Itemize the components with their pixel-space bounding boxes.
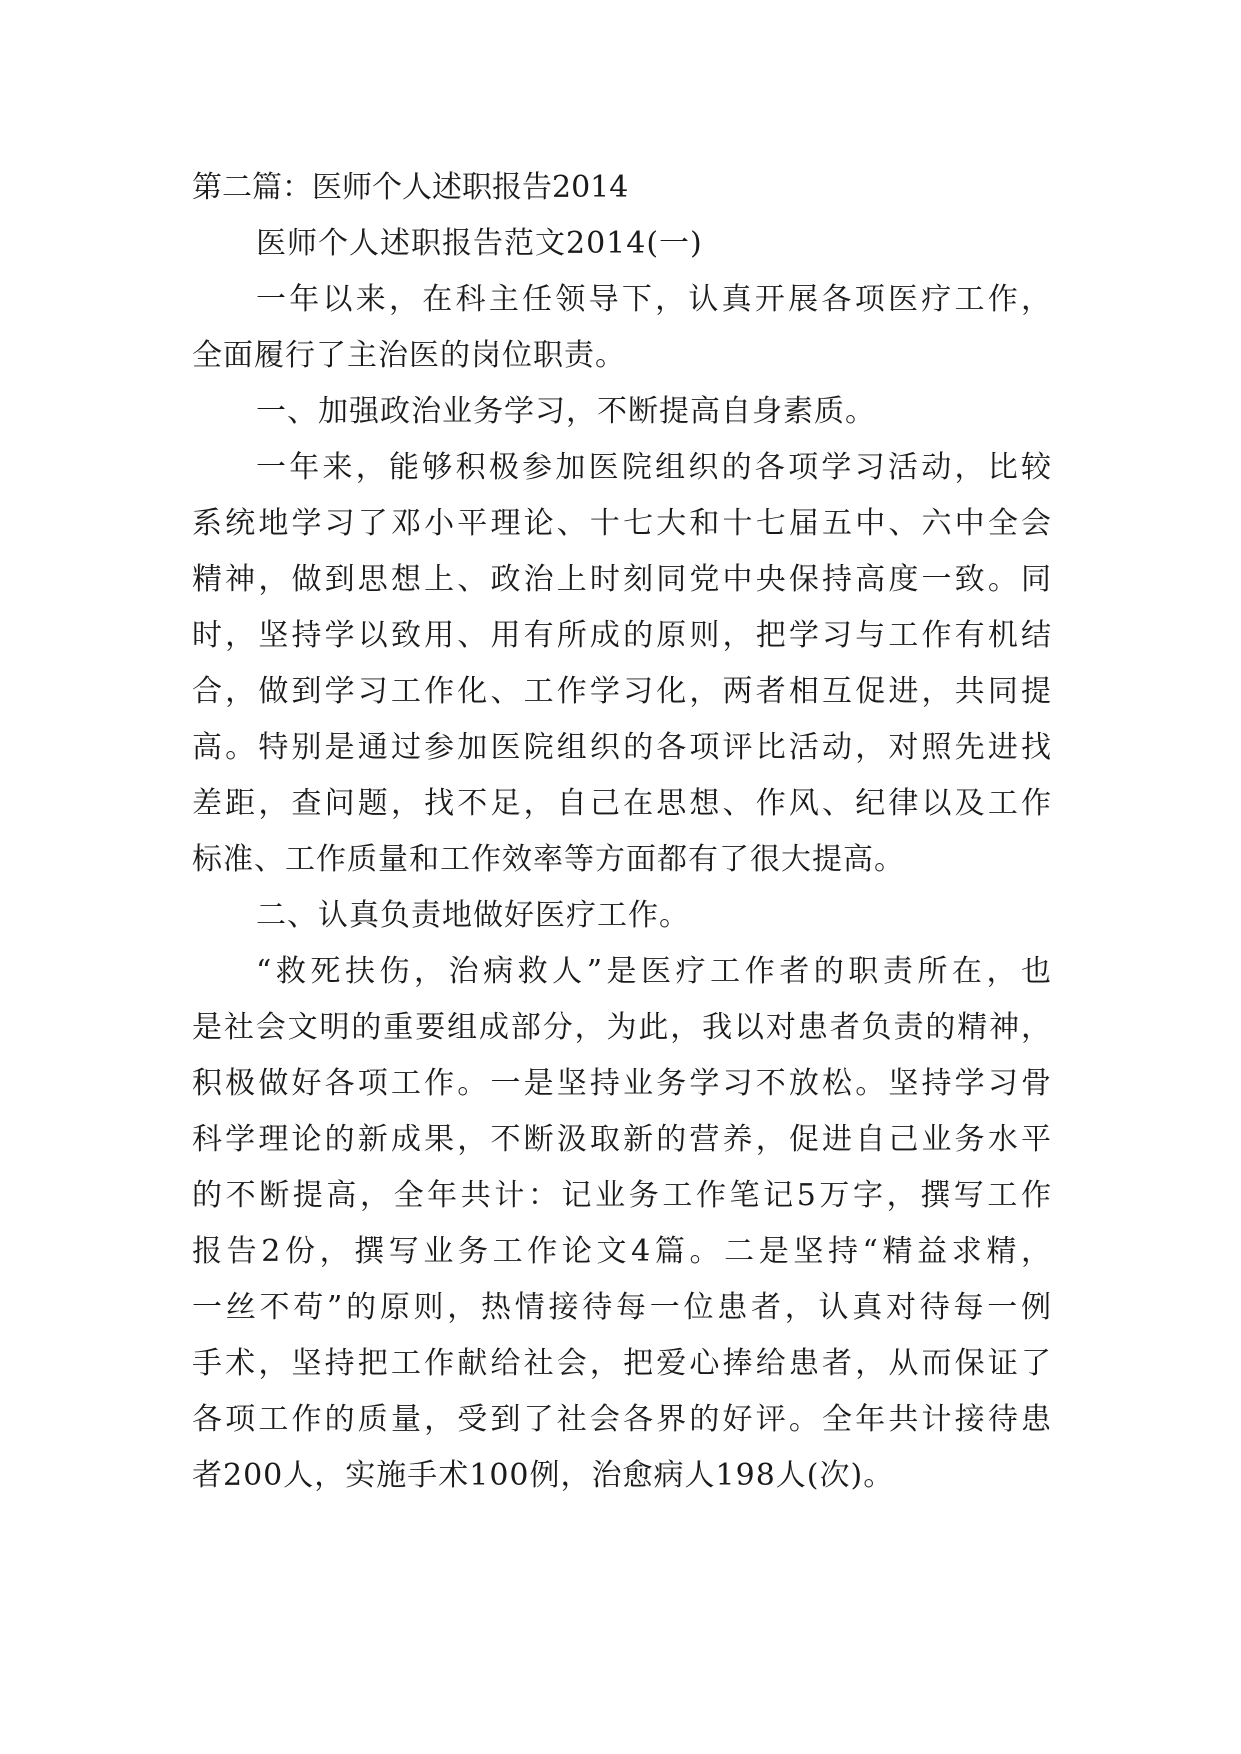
paragraph-line: “救死扶伤，治病救人”是医疗工作者的职责所在，也 [256, 954, 1052, 989]
paragraph-line: 一年以来，在科主任领导下，认真开展各项医疗工作， [256, 282, 1052, 317]
paragraph-line: 差距，查问题，找不足，自己在思想、作风、纪律以及工作 [192, 786, 1052, 821]
paragraph-line: 科学理论的新成果，不断汲取新的营养，促进自己业务水平 [192, 1122, 1052, 1157]
paragraph-line: 高。特别是通过参加医院组织的各项评比活动，对照先进找 [192, 730, 1052, 765]
paragraph-line: 精神，做到思想上、政治上时刻同党中央保持高度一致。同 [192, 562, 1052, 597]
paragraph-line: 一年来，能够积极参加医院组织的各项学习活动，比较 [256, 450, 1052, 485]
paragraph-line: 系统地学习了邓小平理论、十七大和十七届五中、六中全会 [192, 506, 1052, 541]
paragraph-line: 合，做到学习工作化、工作学习化，两者相互促进，共同提 [192, 674, 1052, 709]
section-heading: 一、加强政治业务学习，不断提高自身素质。 [256, 394, 876, 429]
document-body [192, 160, 1052, 1504]
paragraph-line: 的不断提高，全年共计：记业务工作笔记5万字，撰写工作 [192, 1178, 1052, 1213]
section-heading: 二、认真负责地做好医疗工作。 [256, 898, 690, 933]
paragraph-line: 各项工作的质量，受到了社会各界的好评。全年共计接待患 [192, 1402, 1052, 1437]
paragraph-line: 积极做好各项工作。一是坚持业务学习不放松。坚持学习骨 [192, 1066, 1052, 1101]
document-subtitle: 医师个人述职报告范文2014(一) [256, 226, 703, 261]
paragraph-line: 一丝不苟”的原则，热情接待每一位患者，认真对待每一例 [192, 1290, 1052, 1325]
paragraph-line: 时，坚持学以致用、用有所成的原则，把学习与工作有机结 [192, 618, 1052, 653]
paragraph-line: 报告2份，撰写业务工作论文4篇。二是坚持“精益求精， [192, 1234, 1052, 1269]
document-heading: 第二篇：医师个人述职报告2014 [192, 170, 629, 205]
paragraph-line: 是社会文明的重要组成部分，为此，我以对患者负责的精神， [192, 1010, 1052, 1045]
paragraph-line: 者200人，实施手术100例，治愈病人198人(次)。 [192, 1458, 895, 1493]
paragraph-line: 全面履行了主治医的岗位职责。 [192, 338, 626, 373]
paragraph-line: 手术，坚持把工作献给社会，把爱心捧给患者，从而保证了 [192, 1346, 1052, 1381]
paragraph-line: 标准、工作质量和工作效率等方面都有了很大提高。 [192, 842, 905, 877]
